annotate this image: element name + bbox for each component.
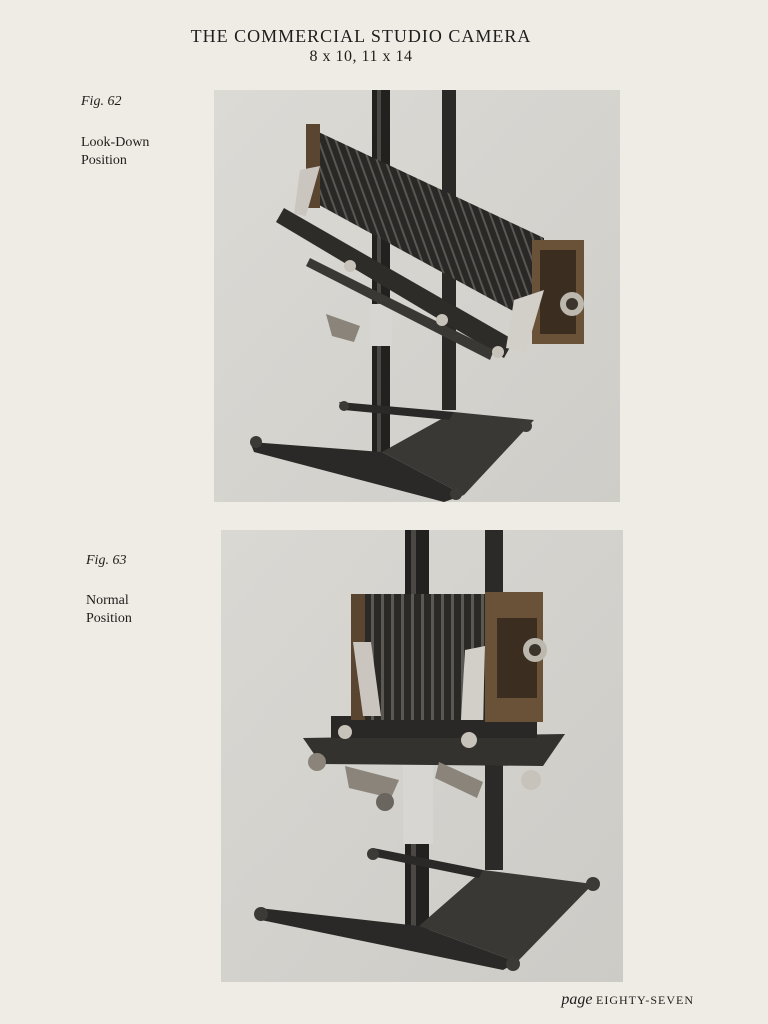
figure-62-caption-line-1: Look-Down — [81, 135, 150, 150]
figure-63-photo — [221, 530, 623, 982]
page-footer — [561, 991, 694, 1009]
page-subtitle: 8 x 10, 11 x 14 — [309, 48, 413, 65]
figure-63-caption — [86, 592, 132, 628]
figure-63-label: Fig. 63 — [86, 553, 127, 568]
figure-62-caption-line-2: Position — [81, 153, 127, 168]
page-number: EIGHTY-SEVEN — [596, 993, 694, 1007]
figure-62-photo — [214, 90, 620, 502]
figure-63-caption-line-2: Position — [86, 611, 132, 626]
figure-62-label: Fig. 62 — [81, 94, 122, 109]
page-title: THE COMMERCIAL STUDIO CAMERA — [190, 26, 532, 46]
camera-look-down-illustration — [214, 90, 620, 502]
page-word: page — [561, 991, 593, 1008]
figure-62-caption — [81, 134, 149, 170]
camera-normal-position-illustration — [221, 530, 623, 982]
figure-63-caption-line-1: Normal — [86, 593, 129, 608]
